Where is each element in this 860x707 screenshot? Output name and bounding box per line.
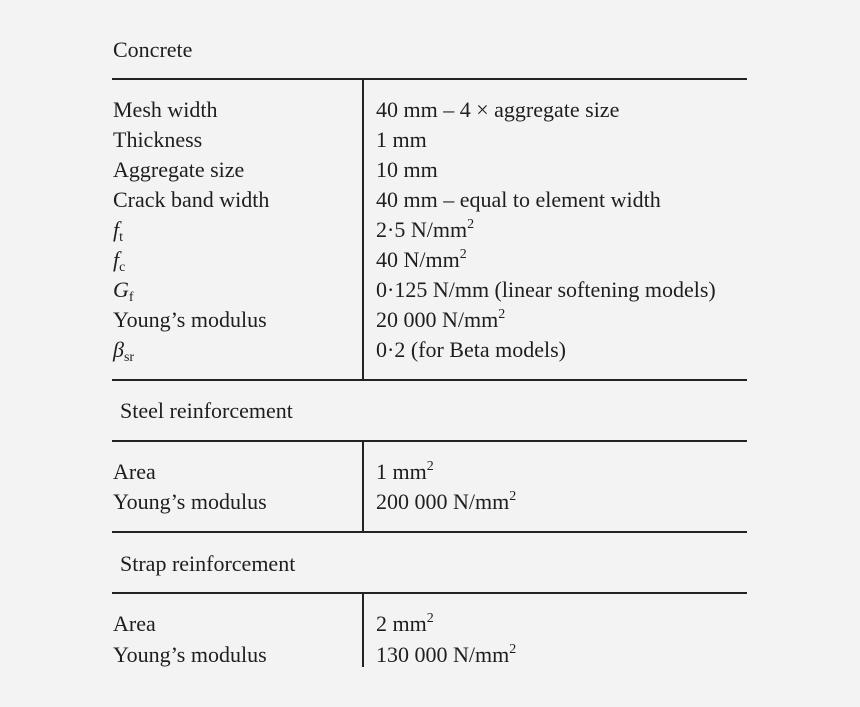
rule-top-strap xyxy=(112,592,747,594)
column-divider-concrete xyxy=(362,80,364,380)
row-label-crack-band-width: Crack band width xyxy=(113,187,270,212)
rule-top-concrete xyxy=(112,78,747,80)
row-value-ft: 2·5 $N/mm^2$ xyxy=(376,217,475,242)
row-value-gf: 0·125 N/mm (linear softening models) xyxy=(376,277,716,302)
row-label-youngs-modulus-concrete: Young’s modulus xyxy=(113,307,267,332)
row-label-gf: $G_f$ xyxy=(113,277,134,305)
row-label-youngs-modulus-steel: Young’s modulus xyxy=(113,489,267,514)
row-value-beta-sr: 0·2 (for Beta models) xyxy=(376,337,566,362)
row-label-aggregate-size: Aggregate size xyxy=(113,157,245,182)
row-label-ft: $f_t$ xyxy=(113,217,124,245)
section-title-concrete: Concrete xyxy=(113,37,193,62)
column-divider-steel xyxy=(362,442,364,532)
row-value-aggregate-size: 10 mm xyxy=(376,157,438,182)
row-label-area-strap: Area xyxy=(113,611,156,636)
row-label-area-steel: Area xyxy=(113,459,156,484)
row-label-youngs-modulus-strap: Young’s modulus xyxy=(113,642,267,667)
column-divider-strap xyxy=(362,594,364,667)
row-value-crack-band-width: 40 mm – equal to element width xyxy=(376,187,661,212)
row-value-mesh-width: 40 mm – 4 × aggregate size xyxy=(376,97,620,122)
row-value-youngs-modulus-concrete: 20 000 $N/mm^2$ xyxy=(376,307,506,332)
row-value-thickness: 1 mm xyxy=(376,127,427,152)
row-value-area-steel: 1 $mm^2$ xyxy=(376,459,434,484)
row-value-fc: 40 $N/mm^2$ xyxy=(376,247,467,272)
section-title-strap: Strap reinforcement xyxy=(120,551,296,576)
section-title-steel: Steel reinforcement xyxy=(120,398,293,423)
rule-top-steel xyxy=(112,440,747,442)
row-value-youngs-modulus-steel: 200 000 $N/mm^2$ xyxy=(376,489,517,514)
rule-bottom-concrete xyxy=(112,379,747,381)
row-label-thickness: Thickness xyxy=(113,127,203,152)
row-label-beta-sr: $\beta_{sr}$ xyxy=(113,337,135,365)
row-label-fc: $f_c$ xyxy=(113,247,126,275)
rule-bottom-steel xyxy=(112,531,747,533)
row-value-youngs-modulus-strap: 130 000 $N/mm^2$ xyxy=(376,642,517,667)
row-label-mesh-width: Mesh width xyxy=(113,97,218,122)
row-value-area-strap: 2 $mm^2$ xyxy=(376,611,434,636)
